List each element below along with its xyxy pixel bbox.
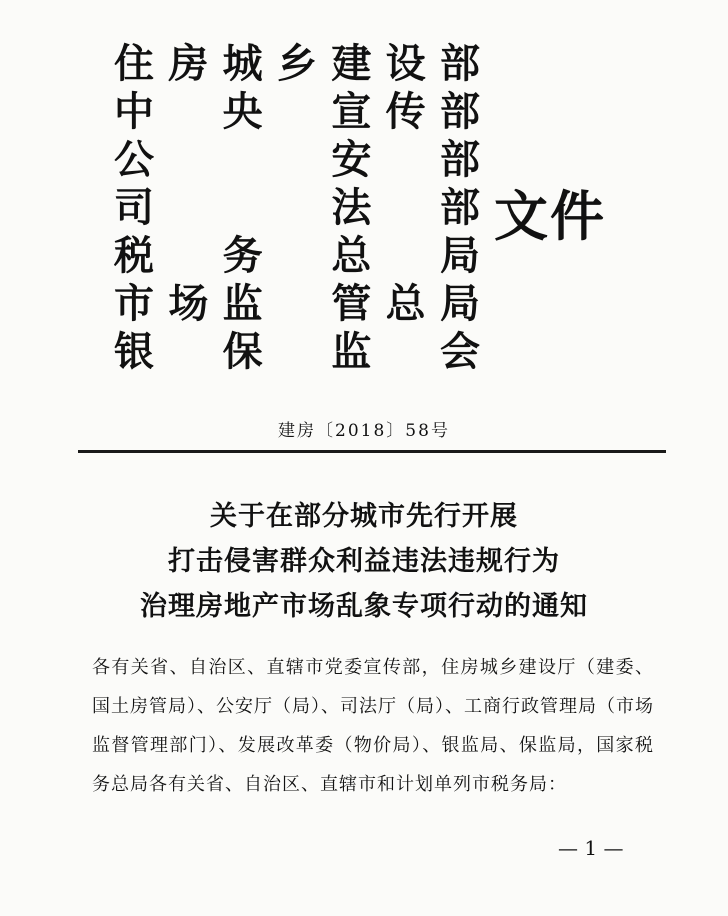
org-row-propaganda: 中 央 宣 传 部 [114, 88, 480, 135]
org-row-banking-insurance: 银 保 监 会 [114, 328, 480, 375]
title-line-3: 治理房地产市场乱象专项行动的通知 [140, 591, 588, 622]
page-number: — 1 — [558, 836, 624, 860]
document-number: 建房〔2018〕58号 [278, 421, 450, 441]
document-word-wenjian: 文件 [494, 184, 606, 248]
org-row-taxation: 税 务 总 局 [114, 232, 480, 279]
addressees-paragraph: 各有关省、自治区、直辖市党委宣传部，住房城乡建设厅（建委、国土房管局）、公安厅（局）、司法厅（局）、工商行政管理局（市场监督管理部门）、发展改革委（物价局）、银监局、保监局，国家税务总局各有关省、自治区、直辖市和计划单列市税务局： [92, 657, 654, 795]
org-row-justice: 司 法 部 [114, 184, 480, 231]
title-line-1: 关于在部分城市先行开展 [210, 501, 518, 532]
issuing-organizations [112, 40, 482, 376]
org-row-housing: 住 房 城 乡 建 设 部 [114, 40, 480, 87]
org-row-public-security: 公 安 部 [114, 136, 480, 183]
title-line-2: 打击侵害群众利益违法违规行为 [168, 546, 560, 577]
notice-title [0, 494, 728, 629]
header-divider [78, 450, 666, 453]
org-row-market-regulation: 市 场 监 管 总 局 [114, 280, 480, 327]
